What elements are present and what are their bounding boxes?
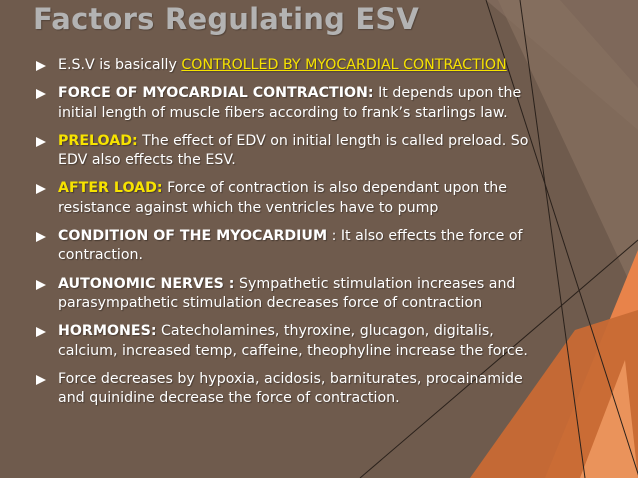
bullet-item <box>36 132 536 171</box>
bullet-emphasis: CONTROLLED BY MYOCARDIAL CONTRACTION <box>181 57 507 73</box>
bullet-item <box>36 370 536 409</box>
bullet-arrow-icon <box>36 327 46 337</box>
bullet-text: Force decreases by hypoxia, acidosis, barniturates, procainamide and quinidine decrease the force of contraction. <box>58 370 523 407</box>
bullet-text: Force of contraction is also dependant upon the resistance against which the ventricles have to pump <box>58 180 507 216</box>
bullet-item <box>36 179 536 218</box>
bullet-list <box>36 56 536 417</box>
bullet-emphasis: AUTONOMIC NERVES : <box>58 275 235 292</box>
bullet-arrow-icon <box>36 280 46 290</box>
bullet-emphasis: PRELOAD: <box>58 132 138 149</box>
bullet-emphasis: AFTER LOAD: <box>58 180 163 197</box>
bullet-text: Sympathetic stimulation increases and parasympathetic stimulation decreases force of contraction <box>58 275 516 312</box>
bullet-arrow-icon <box>36 184 46 194</box>
bullet-text: Catecholamines, thyroxine, glucagon, digitalis, calcium, increased temp, caffeine, theophyline increase the force. <box>58 323 528 359</box>
slide-title: Factors Regulating ESV <box>33 2 420 36</box>
bullet-arrow-icon <box>36 232 46 242</box>
bullet-arrow-icon <box>36 375 46 385</box>
bullet-text: The effect of EDV on initial length is called preload. So EDV also effects the ESV. <box>58 132 529 169</box>
bullet-item <box>36 275 536 314</box>
bullet-item <box>36 56 536 75</box>
bullet-emphasis: FORCE OF MYOCARDIAL CONTRACTION: <box>58 85 374 102</box>
bullet-item <box>36 84 536 123</box>
bullet-emphasis: CONDITION OF THE MYOCARDIUM <box>58 228 328 245</box>
bullet-text: It depends upon the initial length of muscle fibers according to frank’s starlings law. <box>58 85 522 121</box>
bullet-text: : It also effects the force of contraction. <box>58 228 523 264</box>
bullet-arrow-icon <box>36 137 46 147</box>
bullet-item <box>36 322 536 361</box>
bullet-text: E.S.V is basically <box>58 57 182 73</box>
bullet-emphasis: HORMONES: <box>58 323 157 340</box>
bullet-item <box>36 227 536 266</box>
bullet-arrow-icon <box>36 61 46 71</box>
bullet-arrow-icon <box>36 89 46 99</box>
